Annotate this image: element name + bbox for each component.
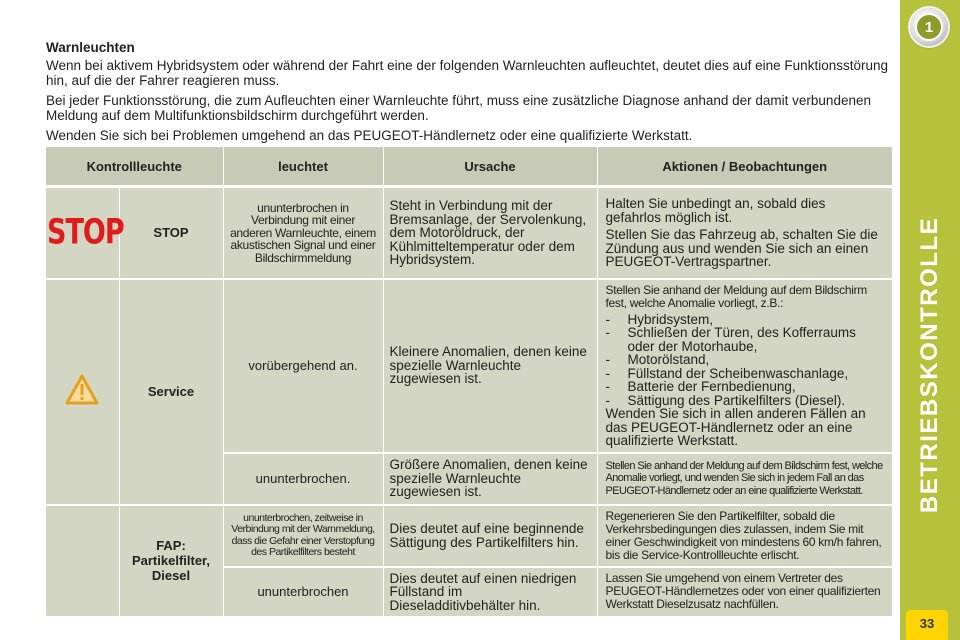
table-row-fap-intermittent: [46, 505, 892, 567]
chapter-sidebar: [900, 0, 960, 640]
chapter-badge-icon: [910, 8, 948, 46]
stop-icon: STOP: [47, 212, 124, 253]
service-cause-minor: Kleinere Anomalien, denen keine spezielle Warnleuchte zugewiesen ist.: [383, 279, 597, 453]
table-row-service-temporary: [46, 279, 892, 453]
service-actions-intro: Stellen Sie anhand der Meldung auf dem Bildschirm fest, welche Anomalie vorliegt, z.B.:: [605, 282, 867, 310]
list-item: - Hybridsystem,: [606, 313, 885, 327]
fap-action-refill-text: Lassen Sie umgehend von einem Vertreter des PEUGEOT-Händlernetzes oder von einer qualifizierten Werkstatt Dieselzusatz nachfüllen.: [605, 571, 881, 612]
warning-lights-table: [46, 147, 892, 618]
service-name: Service: [119, 279, 223, 505]
stop-action-1: Halten Sie unbedingt an, sobald dies gefahrlos möglich ist.: [605, 196, 826, 225]
list-item: - Schließen der Türen, des Kofferraums oder der Motorhaube,: [606, 326, 885, 353]
stop-actions: [597, 187, 892, 279]
service-action-major-text: Stellen Sie anhand der Meldung auf dem Bildschirm fest, welche Anomalie vorliegt, und wenden Sie sich in jedem Fall an das PEUGEOT-Händlernetz oder an eine qualifizierte Werkstatt.: [605, 459, 883, 497]
table-row-stop: [46, 187, 892, 279]
chapter-title-container: [900, 130, 960, 600]
service-lit-temporary: vorübergehend an.: [223, 279, 383, 453]
service-icon-cell: [46, 279, 119, 505]
list-item: - Batterie der Fernbedienung,: [606, 380, 885, 394]
service-actions-major: [597, 453, 892, 505]
column-header-leuchtet: leuchtet: [223, 147, 383, 187]
table-header-row: [46, 147, 892, 187]
intro-section: [46, 40, 892, 148]
list-item: - Füllstand der Scheibenwaschanlage,: [606, 367, 885, 381]
intro-paragraph-2: Bei jeder Funktionsstörung, die zum Aufleuchten einer Warnleuchte führt, muss eine zusätzliche Diagnose anhand der damit verbundenen Meldung auf dem Multifunktionsbildschirm durchgeführt werden.: [46, 93, 871, 123]
anomaly-list: [606, 313, 885, 408]
fap-action-regenerate-text: Regenerieren Sie den Partikelfilter, sobald die Verkehrsbedingungen dies zulassen, indem Sie mit einer Geschwindigkeit von mindestens 60 km/h fahren, bis die Service-Kontrollleuchte erlischt.: [605, 508, 882, 562]
stop-action-2: Stellen Sie das Fahrzeug ab, schalten Sie die Zündung aus und wenden Sie sich an einen PEUGEOT-Vertragspartner.: [605, 227, 878, 269]
page-number: 33: [906, 610, 948, 640]
column-header-ursache: Ursache: [383, 147, 597, 187]
stop-name: STOP: [119, 187, 223, 279]
service-actions-minor: [597, 279, 892, 453]
section-heading: Warnleuchten: [46, 40, 135, 55]
warning-triangle-icon: [65, 374, 99, 405]
service-cause-major: Größere Anomalien, denen keine spezielle Warnleuchte zugewiesen ist.: [383, 453, 597, 505]
fap-cause-additive: Dies deutet auf einen niedrigen Füllstand im Dieseladditivbehälter hin.: [383, 567, 597, 618]
fap-icon-cell: [46, 505, 119, 618]
intro-paragraph-1: Wenn bei aktivem Hybridsystem oder während der Fahrt eine der folgenden Warnleuchten aufleuchtet, deutet dies auf eine Funktionsstörung hin, auf die der Fahrer reagieren muss.: [46, 58, 888, 88]
list-item: - Motorölstand,: [606, 353, 885, 367]
chapter-title: BETRIEBSKONTROLLE: [916, 216, 944, 514]
fap-lit-intermittent: ununterbrochen, zeitweise in Verbindung mit der Warnmeldung, dass die Gefahr einer Verstopfung des Partikelfilters besteht: [223, 505, 383, 567]
column-header-aktionen: Aktionen / Beobachtungen: [597, 147, 892, 187]
column-header-kontrollleuchte: Kontrollleuchte: [46, 147, 223, 187]
chapter-number: 1: [915, 13, 943, 41]
intro-paragraph-3: Wenden Sie sich bei Problemen umgehend an das PEUGEOT-Händlernetz oder eine qualifizierte Werkstatt.: [46, 128, 693, 143]
stop-lit: ununterbrochen in Verbindung mit einer anderen Warnleuchte, einem akustischen Signal und einer Bildschirmmeldung: [223, 187, 383, 279]
fap-actions-regenerate: [597, 505, 892, 567]
stop-cause: Steht in Verbindung mit der Bremsanlage, der Servolenkung, dem Motoröldruck, der Kühlmitteltemperatur oder dem Hybridsystem.: [383, 187, 597, 279]
list-item: - Sättigung des Partikelfilters (Diesel).: [606, 394, 885, 408]
fap-lit-continuous: ununterbrochen: [223, 567, 383, 618]
fap-cause-saturation: Dies deutet auf eine beginnende Sättigung des Partikelfilters hin.: [383, 505, 597, 567]
stop-icon-cell: [46, 187, 124, 279]
service-lit-continuous: ununterbrochen.: [223, 453, 383, 505]
service-actions-outro: Wenden Sie sich in allen anderen Fällen an das PEUGEOT-Händlernetz oder an eine qualifizierte Werkstatt.: [605, 406, 866, 448]
fap-name: FAP: Partikelfilter, Diesel: [119, 505, 223, 618]
fap-actions-refill: [597, 567, 892, 618]
